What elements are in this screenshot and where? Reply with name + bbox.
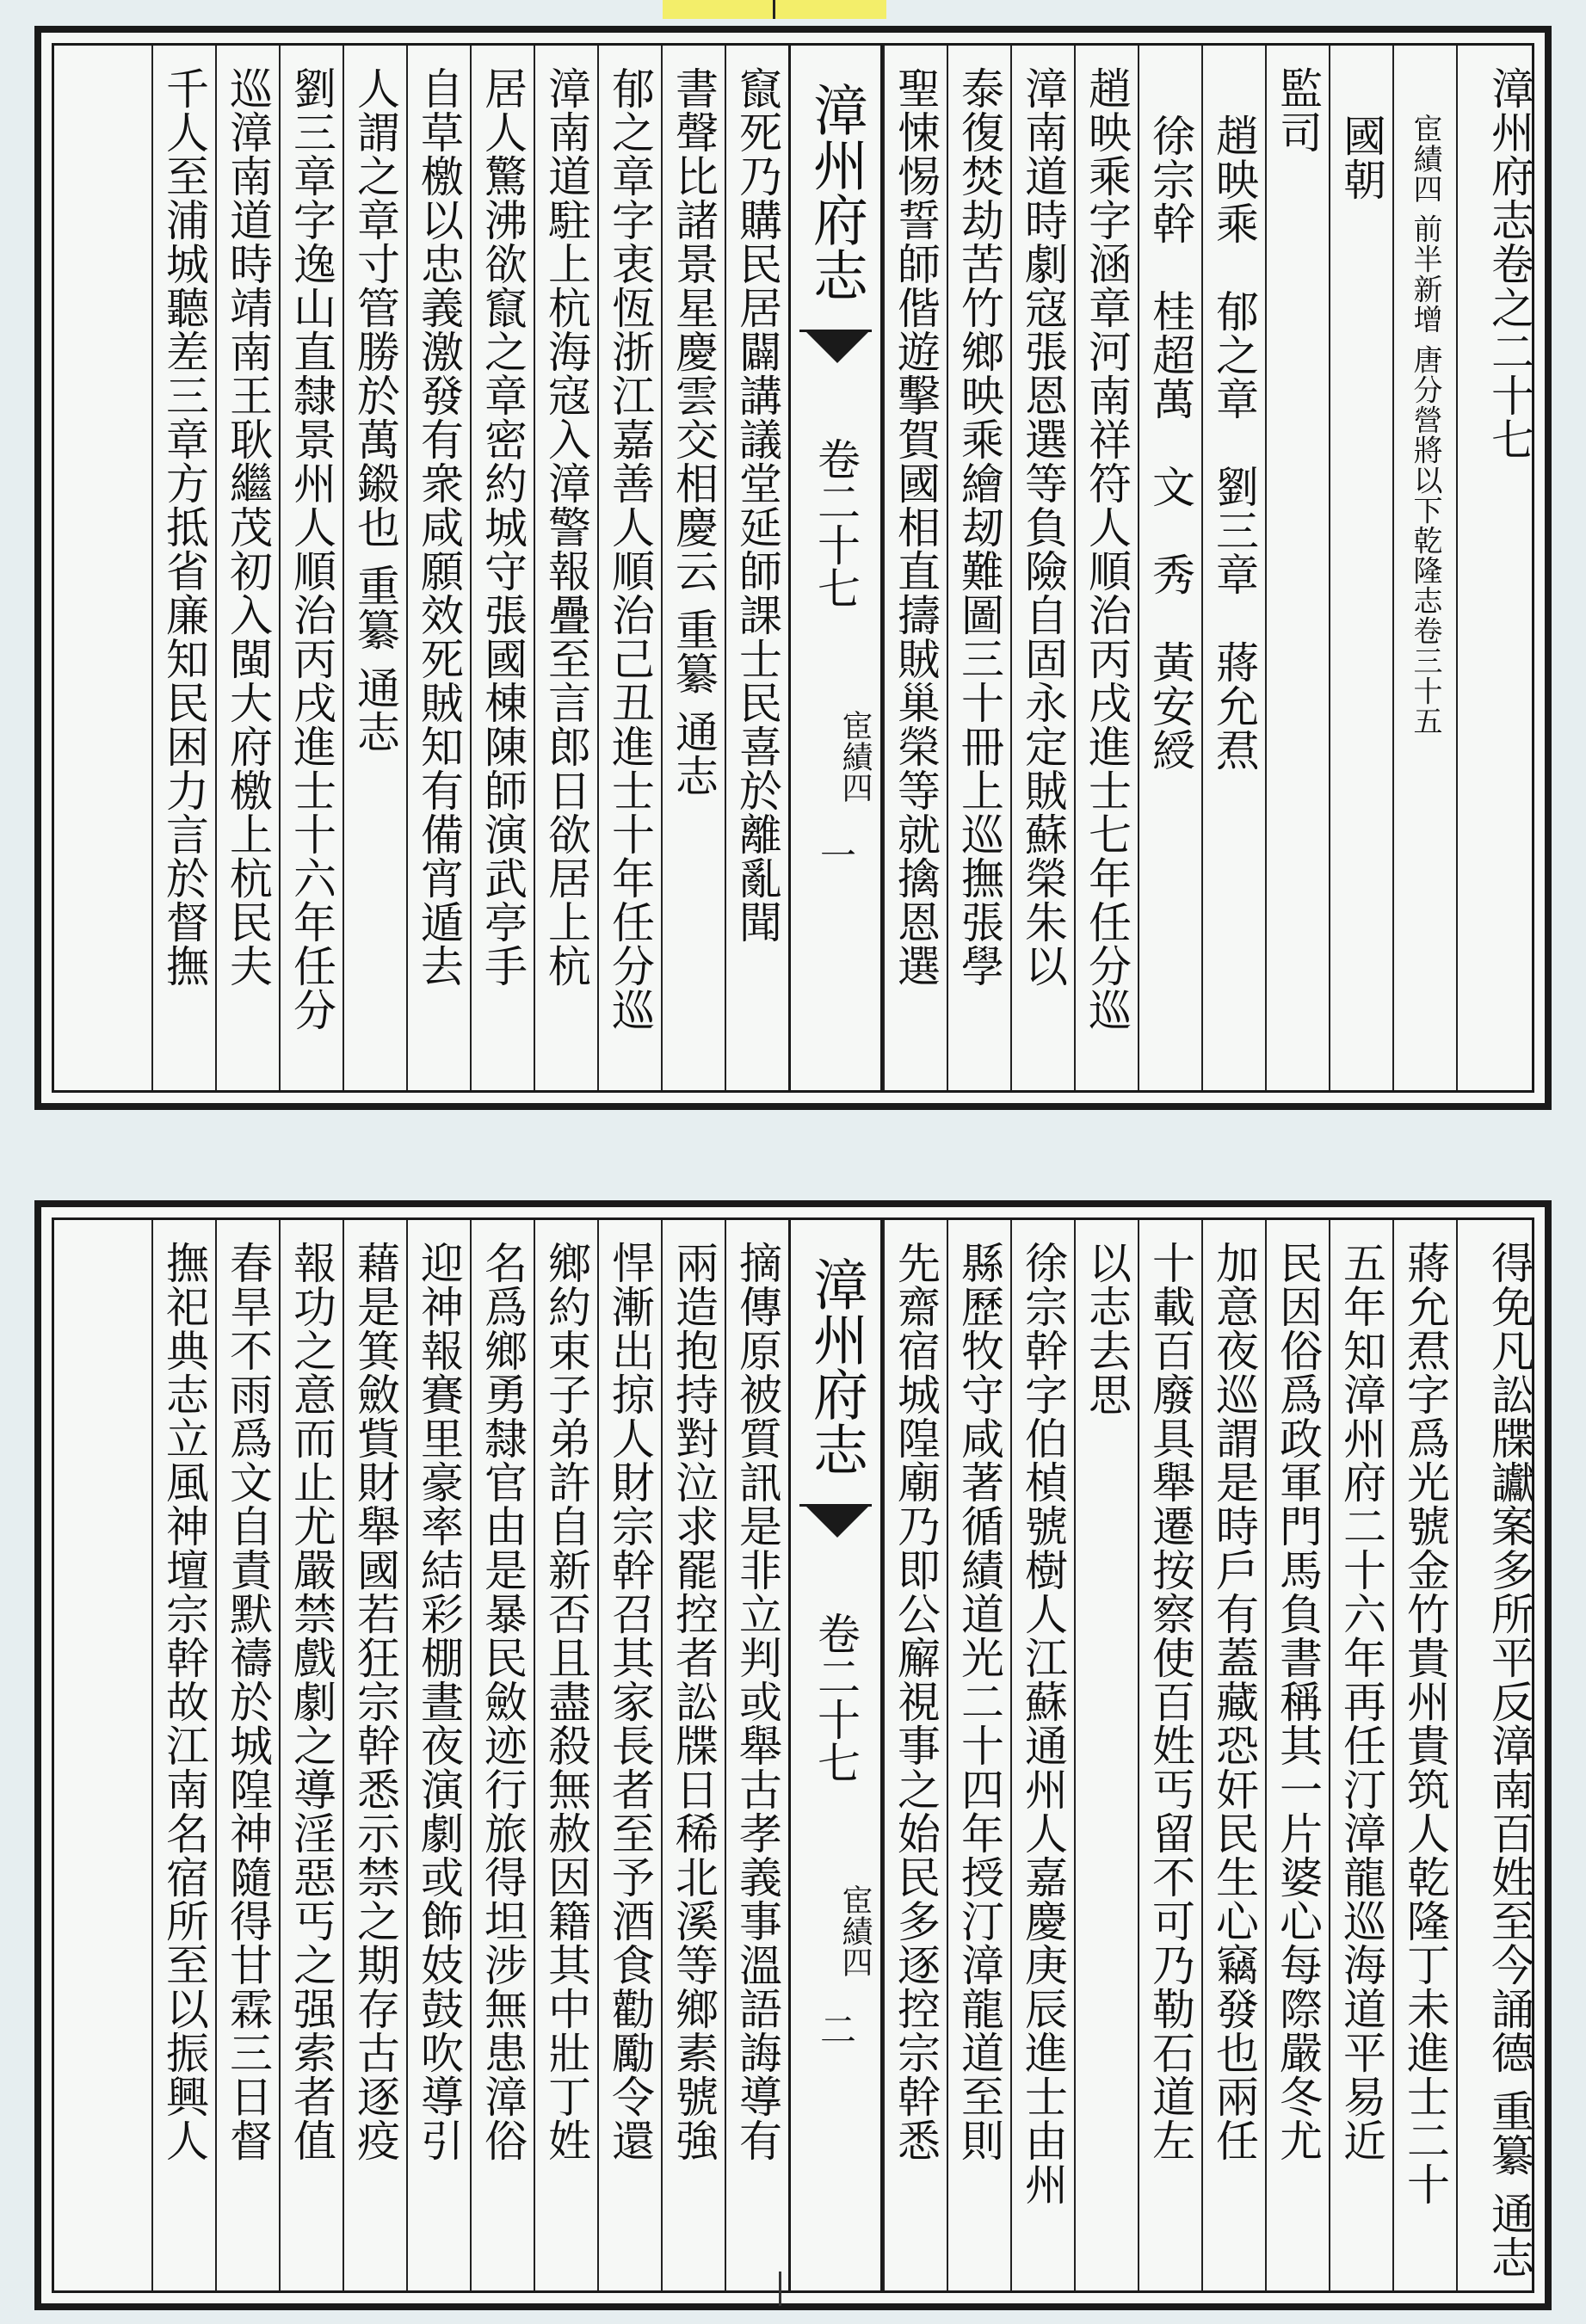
volume-label: 卷二十七 <box>811 1612 861 1784</box>
text-column <box>725 46 788 1090</box>
column-text: 居人驚沸欲竄之章密約城守張國棟陳師演武亭手 <box>478 66 528 988</box>
column-text: 名爲鄉勇隸官由是暴民斂迹行旅得坦涉無患漳俗 <box>478 1241 528 2162</box>
text-column <box>470 46 534 1090</box>
text-column <box>661 1220 725 2290</box>
top-edge-mark <box>773 0 775 19</box>
text-column <box>343 1220 406 2290</box>
column-text: 趙映乘 郁之章 劉三章 蔣允焄 <box>1209 114 1259 772</box>
text-column <box>534 46 597 1090</box>
column-text: 漳南道駐上杭海寇入漳警報疊至言郎日欲居上杭 <box>541 66 591 988</box>
text-column <box>1392 46 1456 1090</box>
folio-number: 二 <box>815 2011 857 2047</box>
text-column <box>151 46 215 1090</box>
column-text: 得免凡訟牒讞案多所平反漳南百姓至今誦德 重纂 通志 <box>1484 1241 1534 2279</box>
text-column <box>406 1220 470 2290</box>
text-column <box>1265 1220 1329 2290</box>
text-column <box>470 1220 534 2290</box>
center-fold-banxin <box>788 1220 883 2290</box>
fish-tail-mark <box>799 1504 872 1550</box>
center-fold-banxin <box>788 46 883 1090</box>
column-text: 人謂之章寸管勝於萬鎩也 重纂 通志 <box>350 66 400 754</box>
text-column <box>534 1220 597 2290</box>
top-page <box>34 26 1552 1110</box>
column-text: 徐宗幹字伯楨號樹人江蘇通州人嘉慶庚辰進士由州 <box>1018 1241 1068 2206</box>
text-column <box>1456 1220 1540 2290</box>
text-column <box>343 46 406 1090</box>
column-text: 民因俗爲政軍門馬負書稱其一片婆心每際嚴冬尤 <box>1273 1241 1323 2162</box>
text-column <box>279 46 343 1090</box>
section-label: 宦績四 <box>837 1884 873 1977</box>
column-text: 五年知漳州府二十六年再任汀漳龍巡海道平易近 <box>1336 1241 1386 2162</box>
folio-number: 一 <box>815 836 857 872</box>
text-column <box>215 1220 279 2290</box>
text-column <box>1010 46 1074 1090</box>
column-text: 監司 <box>1273 66 1323 154</box>
column-text: 千人至浦城聽差三章方抵省廉知民困力言於督撫 <box>159 66 209 988</box>
column-text: 巡漳南道時靖南王耿繼茂初入閩大府檄上杭民夫 <box>223 66 273 988</box>
text-column <box>1074 1220 1138 2290</box>
text-column <box>1074 46 1138 1090</box>
text-column <box>883 1220 947 2290</box>
text-column <box>1010 1220 1074 2290</box>
text-column <box>661 46 725 1090</box>
text-column <box>1329 46 1392 1090</box>
column-text: 兩造抱持對泣求罷控者訟牒日稀北溪等鄉素號強 <box>669 1241 719 2162</box>
column-text: 悍漸出掠人財宗幹召其家長者至予酒食勸勵令還 <box>605 1241 655 2162</box>
column-text: 以志去思 <box>1082 1241 1132 1416</box>
column-text: 縣歷牧守咸著循績道光二十四年授汀漳龍道至則 <box>954 1241 1004 2162</box>
top-page-frame <box>52 43 1534 1093</box>
text-column <box>215 46 279 1090</box>
column-text: 自草檄以忠義激發有衆咸願效死賊知有備宵遁去 <box>414 66 464 988</box>
column-text: 宦績四 前半新增 唐分營將以下乾隆志卷三十五 <box>1408 114 1442 737</box>
text-column <box>1138 46 1201 1090</box>
column-text: 郁之章字衷恆浙江嘉善人順治己丑進士十年任分巡 <box>605 66 655 1032</box>
column-text: 報功之意而止尤嚴禁戲劇之導淫惡丐之强索者值 <box>287 1241 336 2162</box>
bottom-edge-mark <box>779 2272 781 2306</box>
text-column <box>597 1220 661 2290</box>
column-text: 泰復焚劫苦竹鄉映乘繪刼難圖三十冊上巡撫張學 <box>954 66 1004 988</box>
column-text: 漳州府志卷之二十七 <box>1484 66 1534 461</box>
text-column <box>947 1220 1010 2290</box>
column-text: 徐宗幹 桂超萬 文 秀 黃安綬 <box>1145 114 1195 772</box>
column-text: 先齋宿城隍廟乃即公廨視事之始民多逐控宗幹悉 <box>891 1241 941 2162</box>
fish-tail-mark <box>799 330 872 375</box>
text-column <box>1392 1220 1456 2290</box>
text-column <box>1138 1220 1201 2290</box>
column-text: 十載百廢具舉遷按察使百姓丐留不可乃勒石道左 <box>1145 1241 1195 2162</box>
bottom-page <box>34 1200 1552 2310</box>
text-column <box>279 1220 343 2290</box>
text-column <box>1201 1220 1265 2290</box>
text-column <box>1329 1220 1392 2290</box>
column-text: 漳南道時劇寇張恩選等負險自固永定賊蘇榮朱以 <box>1018 66 1068 988</box>
book-title: 漳州府志 <box>804 82 867 302</box>
text-column <box>1265 46 1329 1090</box>
text-column <box>151 1220 215 2290</box>
column-text: 藉是箕斂貲財舉國若狂宗幹悉示禁之期存古逐疫 <box>350 1241 400 2162</box>
text-column <box>725 1220 788 2290</box>
volume-label: 卷二十七 <box>811 437 861 609</box>
column-text: 書聲比諸景星慶雲交相慶云 重纂 通志 <box>669 66 719 798</box>
column-text: 加意夜巡謂是時戶有蓋藏恐奸民生心竊發也兩任 <box>1209 1241 1259 2162</box>
text-column <box>1456 46 1540 1090</box>
column-text: 撫祀典志立風神壇宗幹故江南名宿所至以振興人 <box>159 1241 209 2162</box>
column-text: 鄉約束子弟許自新否且盡殺無赦因籍其中壯丁姓 <box>541 1241 591 2162</box>
column-text: 迎神報賽里豪率結彩棚晝夜演劇或飾妓鼓吹導引 <box>414 1241 464 2162</box>
column-text: 聖悚惕誓師偕遊擊賀國相直擣賊巢榮等就擒恩選 <box>891 66 941 988</box>
text-column <box>1201 46 1265 1090</box>
column-text: 國朝 <box>1336 114 1386 201</box>
text-column <box>597 46 661 1090</box>
column-text: 摘傳原被質訊是非立判或舉古孝義事溫語誨導有 <box>732 1241 782 2162</box>
section-label: 宦績四 <box>837 710 873 803</box>
text-column <box>947 46 1010 1090</box>
book-title: 漳州府志 <box>804 1256 867 1476</box>
column-text: 春旱不雨爲文自責默禱於城隍神隨得甘霖三日督 <box>223 1241 273 2162</box>
text-column <box>406 46 470 1090</box>
column-text: 劉三章字逸山直隸景州人順治丙戌進士十六年任分 <box>287 66 336 1032</box>
bottom-page-frame <box>52 1217 1534 2293</box>
column-text: 竄死乃購民居闢講議堂延師課士民喜於離亂聞 <box>732 66 782 944</box>
column-text: 趙映乘字涵章河南祥符人順治丙戌進士七年任分巡 <box>1082 66 1132 1032</box>
text-column <box>883 46 947 1090</box>
column-text: 蔣允焄字爲光號金竹貴州貴筑人乾隆丁未進士二十 <box>1400 1241 1450 2206</box>
